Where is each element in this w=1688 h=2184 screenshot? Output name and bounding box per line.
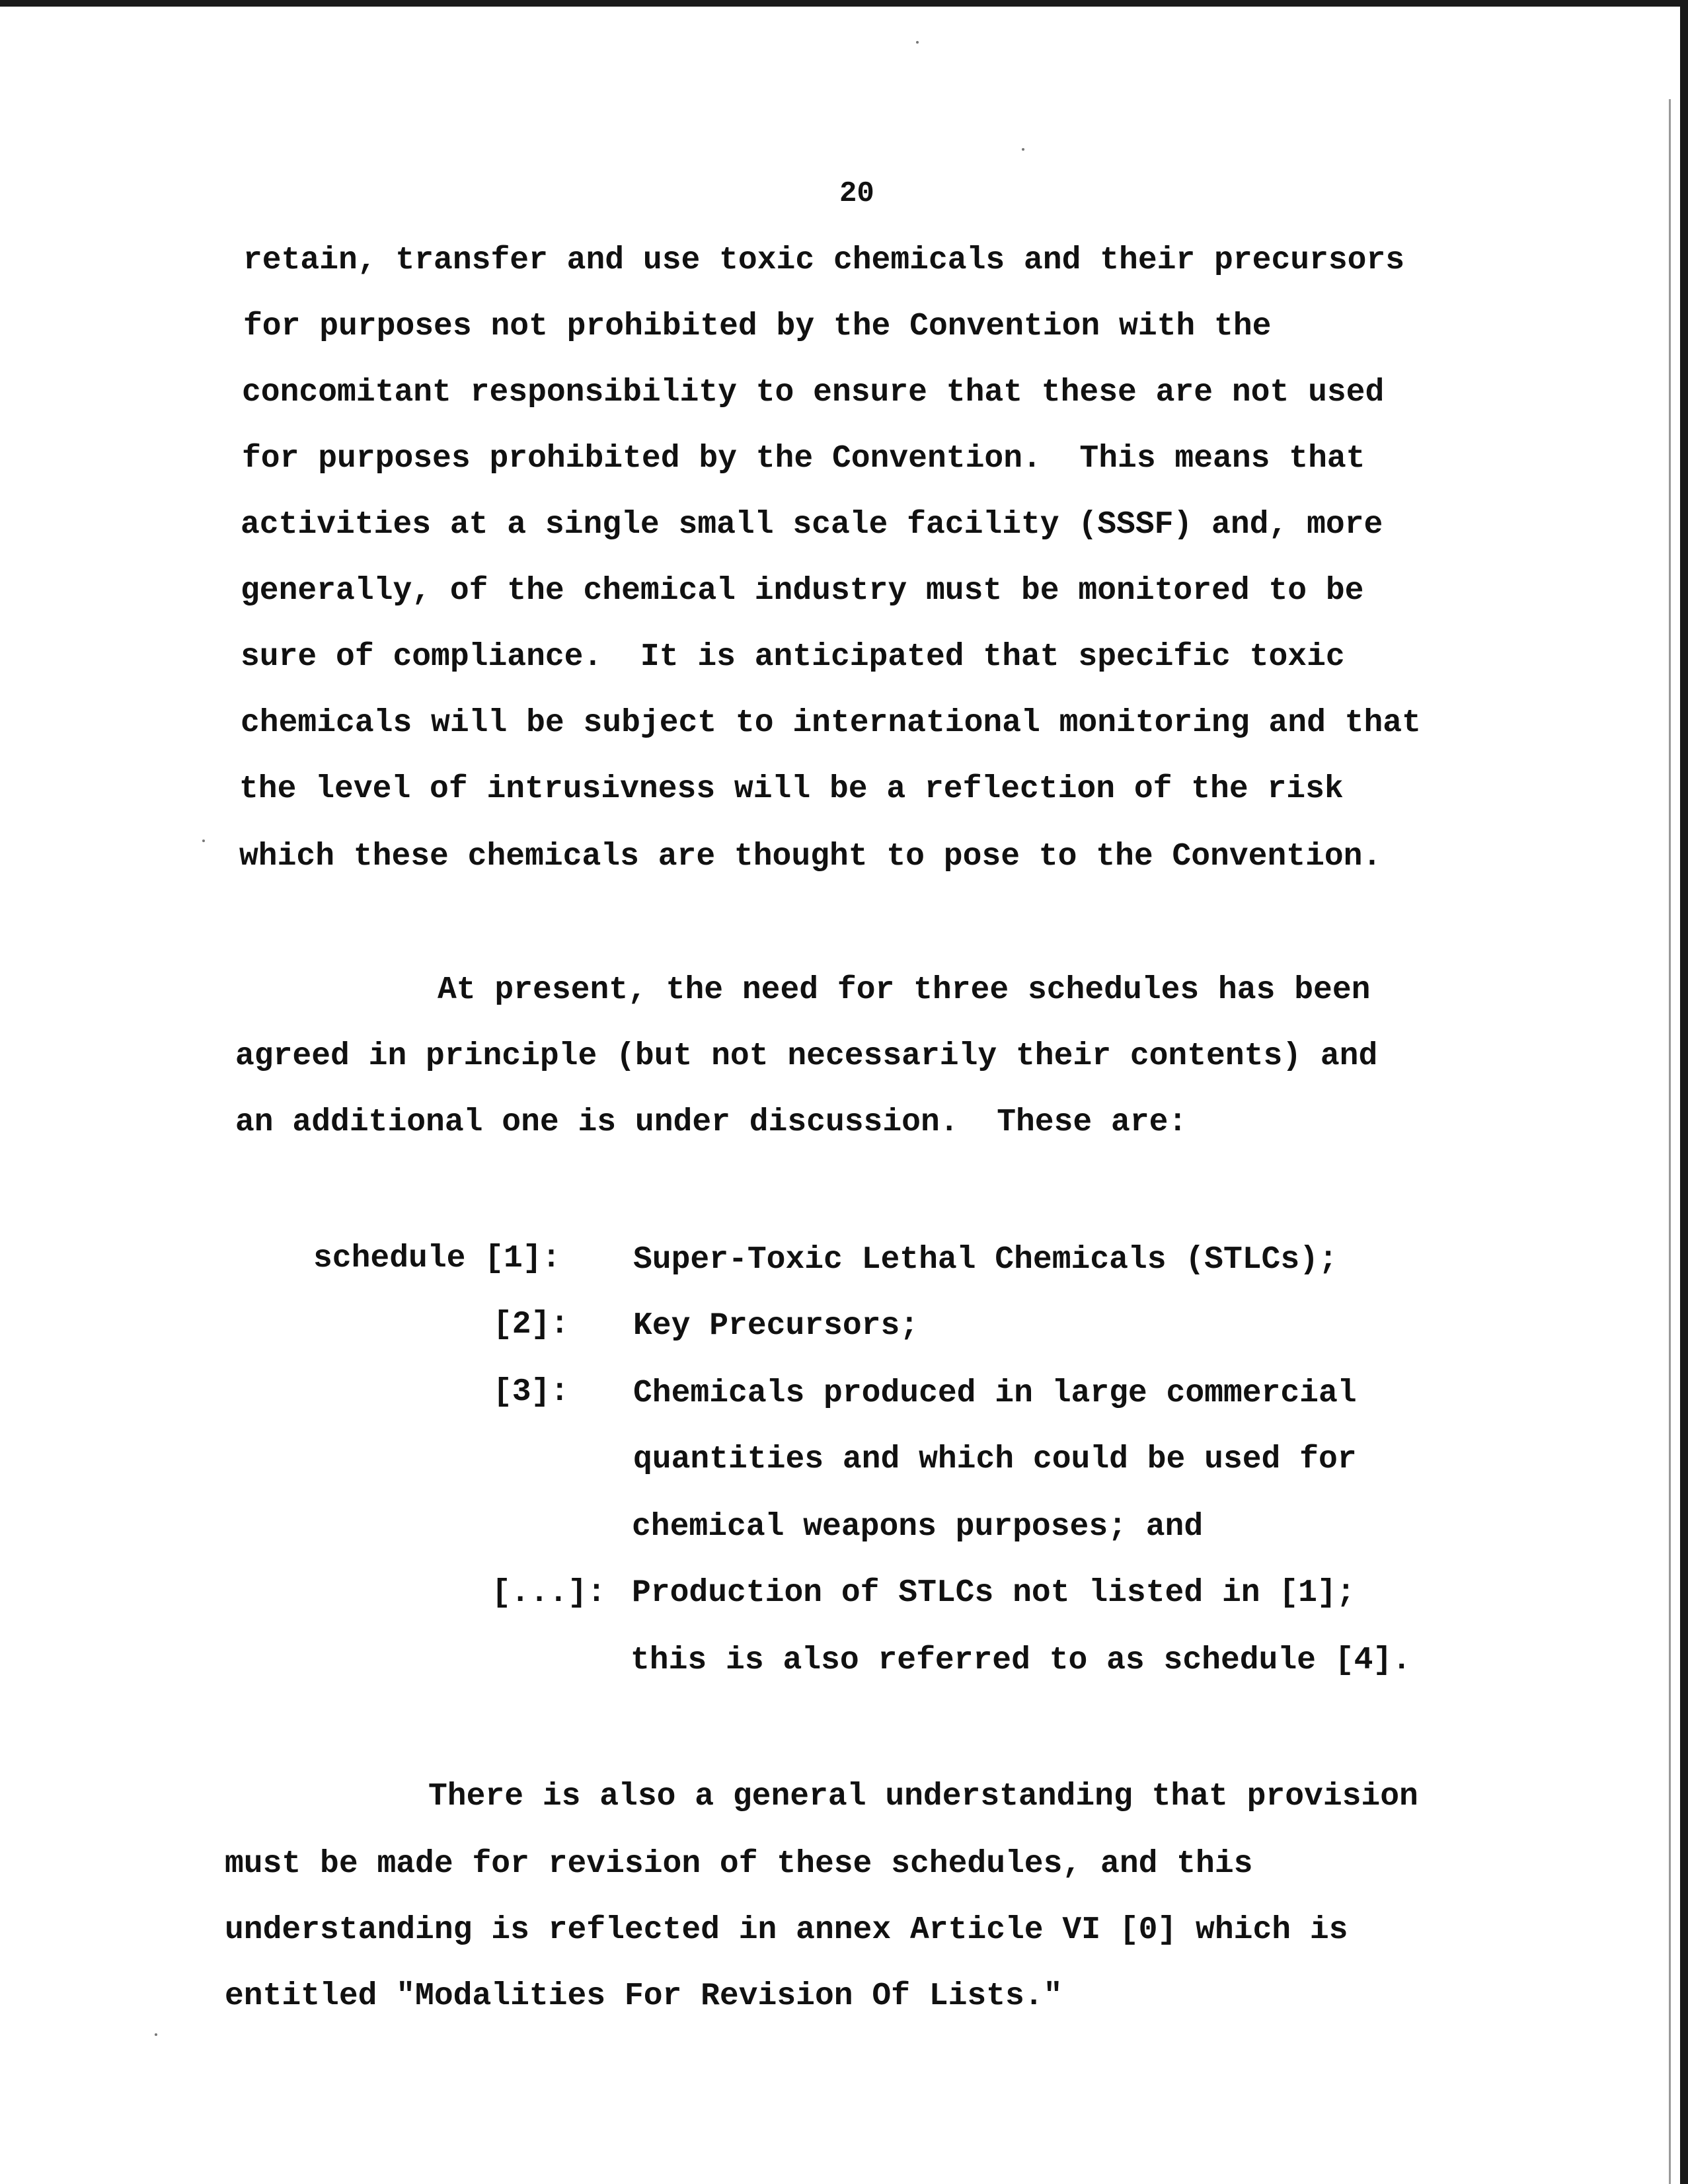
schedule-label: [...]: <box>492 1575 606 1611</box>
paragraph-1-line: activities at a single small scale facility (SSSF) and, more <box>241 507 1383 543</box>
paragraph-1-line: chemicals will be subject to international monitoring and that <box>241 705 1421 741</box>
schedule-label: [2]: <box>493 1307 570 1343</box>
scan-edge-line <box>1669 99 1671 2184</box>
schedule-label: schedule [1]: <box>313 1241 561 1276</box>
paragraph-2-line: an additional one is under discussion. These are: <box>235 1105 1188 1140</box>
paragraph-1-line: retain, transfer and use toxic chemicals and their precursors <box>243 243 1405 278</box>
schedule-description: Chemicals produced in large commercial <box>633 1376 1357 1411</box>
paragraph-1-line: generally, of the chemical industry must be monitored to be <box>241 573 1364 609</box>
paragraph-2-line: At present, the need for three schedules has been <box>438 972 1371 1008</box>
paragraph-3-line: There is also a general understanding that provision <box>428 1779 1418 1814</box>
scan-border-top <box>0 0 1688 7</box>
schedule-description: quantities and which could be used for <box>633 1442 1357 1477</box>
schedule-label: [3]: <box>493 1374 570 1410</box>
schedule-description: this is also referred to as schedule [4]. <box>631 1643 1411 1678</box>
schedule-description: Production of STLCs not listed in [1]; <box>632 1575 1356 1611</box>
scan-speck <box>1022 148 1024 151</box>
scan-speck <box>155 2033 157 2036</box>
paragraph-3-line: must be made for revision of these schedules, and this <box>225 1846 1253 1882</box>
scan-border-right <box>1680 0 1688 2184</box>
paragraph-1-line: for purposes not prohibited by the Convention with the <box>243 309 1272 344</box>
schedule-description: chemical weapons purposes; and <box>632 1509 1204 1545</box>
page-number: 20 <box>839 177 874 210</box>
scan-speck <box>202 839 205 842</box>
paragraph-1-line: for purposes prohibited by the Convention. This means that <box>242 441 1365 477</box>
paragraph-3-line: entitled "Modalities For Revision Of Lists." <box>225 1978 1063 2014</box>
schedule-description: Key Precursors; <box>633 1308 919 1344</box>
schedule-description: Super-Toxic Lethal Chemicals (STLCs); <box>633 1242 1338 1278</box>
paragraph-2-line: agreed in principle (but not necessarily their contents) and <box>235 1038 1378 1074</box>
paragraph-1-line: which these chemicals are thought to pose to the Convention. <box>239 839 1382 875</box>
paragraph-1-line: concomitant responsibility to ensure that these are not used <box>242 375 1385 410</box>
paragraph-1-line: sure of compliance. It is anticipated that specific toxic <box>241 639 1345 675</box>
scan-speck <box>916 41 919 44</box>
paragraph-1-line: the level of intrusivness will be a reflection of the risk <box>239 771 1344 807</box>
paragraph-3-line: understanding is reflected in annex Article VI [0] which is <box>225 1912 1348 1948</box>
